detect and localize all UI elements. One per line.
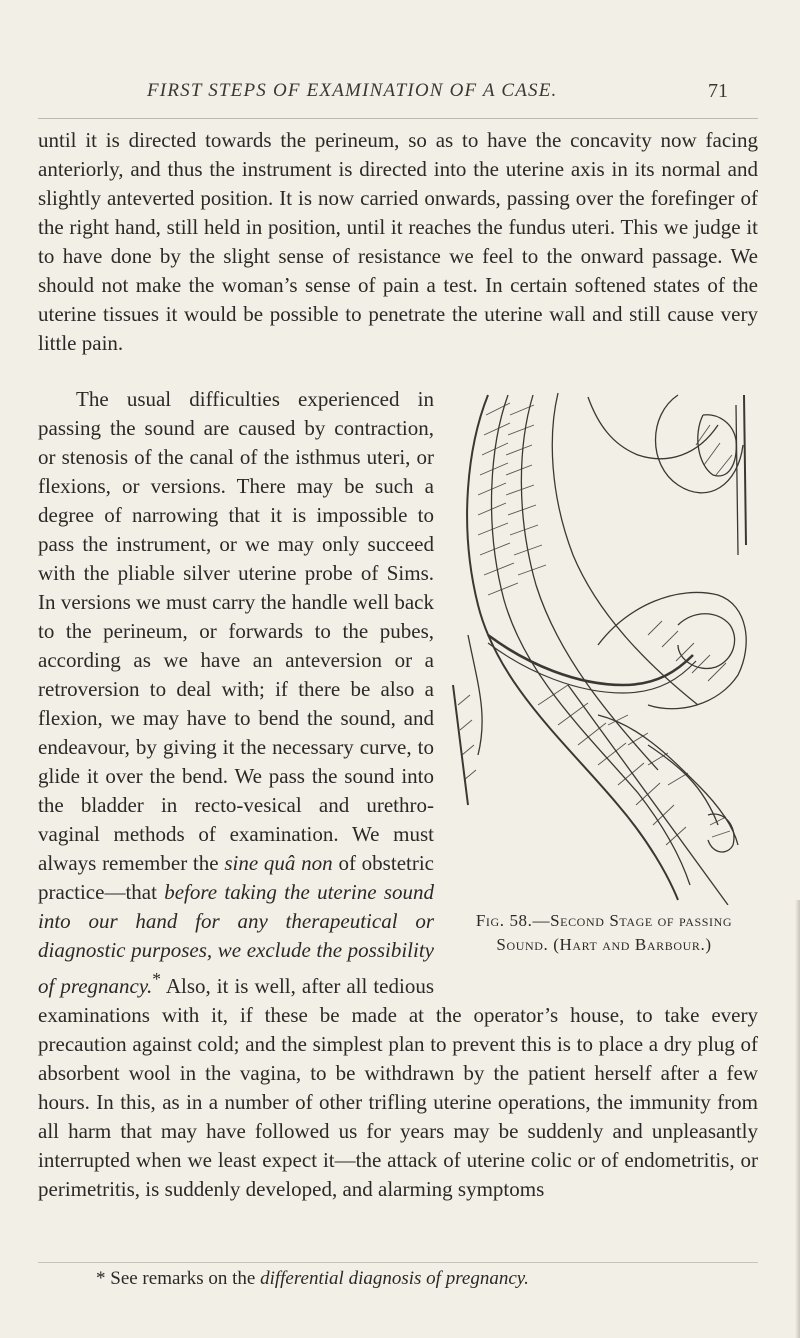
footnote [96, 1268, 736, 1290]
footnote-rule [38, 1262, 758, 1263]
page-edge [795, 900, 800, 1338]
paragraph-1-text: until it is directed towards the perineum, so as to have the concavity now facing anteriorly, and thus the instrument is directed into the uterine axis in its normal and slightly anteverted position. It is now carried onwards, passing over the forefinger of the right hand, still held in position, until it reaches the fundus uteri. This we judge it to have done by the slight sense of resistance we feel to the onward passage. We should not make the woman’s sense of pain a test. In certain softened states of the uterine tissues it would be possible to penetrate the uterine wall and still cause very little pain. [38, 128, 758, 355]
text-part-3: Also, it is well, after all tedious examinations with it, if these be made at the operator’s house, to take every precaution against cold; and the simplest plan to prevent this is to place a dry plug of absorbent wool in the vagina, to be withdrawn by the patient herself after a few hours. In this, as in a number of other trifling uterine operations, the immunity from all harm that may have followed us for years may be suddenly and unpleasantly interrupted when we least expect it—the attack of uterine colic or of endometritis, or perimetritis, is suddenly developed, and alarming symptoms [38, 974, 758, 1201]
footnote-text: * See remarks on the [96, 1268, 261, 1289]
header-rule [38, 118, 758, 119]
anatomical-illustration [448, 385, 758, 905]
figure-caption [444, 909, 764, 957]
page-number: 71 [708, 80, 728, 102]
caption-line-2: Sound. (Hart and Barbour.) [496, 935, 712, 954]
caption-line-1: Fig. 58.—Second Stage of passing [475, 911, 733, 930]
running-head-title: FIRST STEPS OF EXAMINATION OF A CASE. [147, 80, 558, 101]
italic-caution: before taking the uterine sound into our hand for any therapeutical or diagnostic purposes, we exclude the possibility of pregnancy. [38, 880, 435, 998]
footnote-mark: * [152, 969, 162, 989]
italic-sine-qua-non: sine quâ non [224, 851, 333, 875]
footnote-italic: differential diagnosis of pregnancy. [260, 1268, 529, 1289]
figure-58 [448, 385, 758, 975]
running-head [0, 80, 800, 110]
paragraph-1 [38, 126, 758, 358]
paragraph-2 [38, 385, 758, 1204]
text-part-1: The usual difficulties experienced in passing the sound are caused by contraction, or stenosis of the canal of the isthmus uteri, or flexions, or versions. There may be such a degree of narrowing that it is impossible to pass the instrument, or we may only succeed with the pliable silver uterine probe of Sims. In versions we must carry the handle well back to the perineum, or forwards to the pubes, according as we have an anteversion or a retroversion to deal with; if there be also a flexion, we may have to bend the sound, and endeavour, by giving it the necessary curve, to glide it over the bend. We pass the sound into the bladder in recto-vesical and urethro-vaginal methods of examination. We must always remember the [38, 387, 434, 875]
text-part-2: of obstetric practice—that [38, 851, 434, 904]
